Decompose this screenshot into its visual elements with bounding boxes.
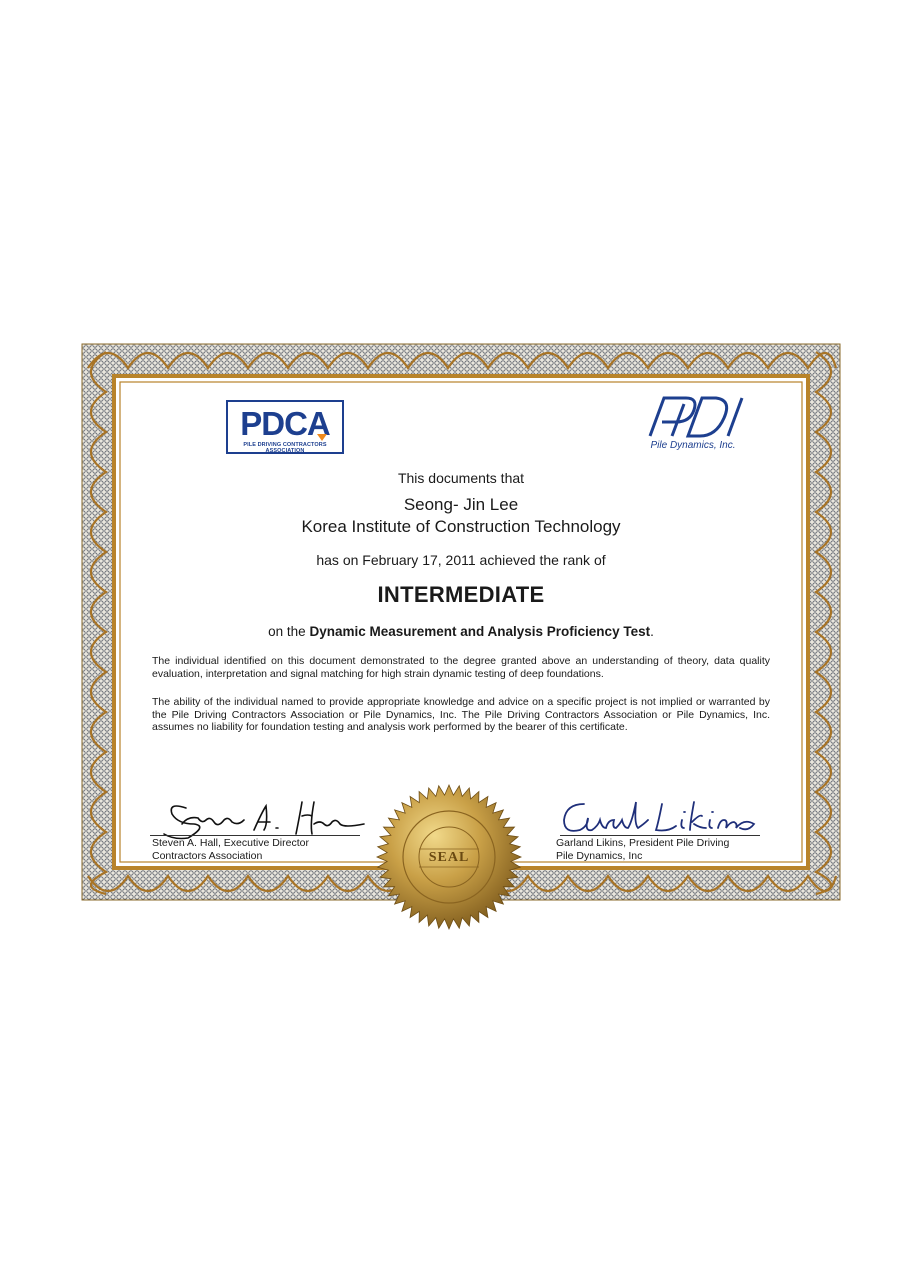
signer-right-title: Garland Likins, President Pile Driving (556, 837, 730, 849)
signer-right (556, 837, 729, 862)
recipient-organization: Korea Institute of Construction Technology (301, 517, 621, 536)
signature-line-right (560, 835, 760, 836)
pdca-logo-triangle-icon (317, 434, 327, 441)
signer-left (152, 837, 309, 862)
seal-label: SEAL (428, 850, 470, 865)
rank-title: INTERMEDIATE (377, 582, 545, 607)
pdca-logo (226, 400, 344, 454)
achievement-date-line: has on February 17, 2011 achieved the rank of (316, 552, 606, 568)
certificate (80, 342, 842, 902)
pdi-logo (628, 392, 746, 460)
paragraph-understanding: The individual identified on this document demonstrated to the degree granted above an understanding of theory, data quality evaluation, interpretation and signal matching for high strain dynamic testing of deep foundations. (152, 655, 770, 680)
pdca-logo-text: PDCA (240, 405, 330, 442)
paragraph-disclaimer: The ability of the individual named to provide appropriate knowledge and advice on a specific project is not implied or warranted by the Pile Driving Contractors Association or Pile Dynamics, Inc. The Pile Driving Contractors Association or Pile Dynamics, Inc. assumes no liability for foundation testing and analysis work performed by the bearer of this certificate. (152, 696, 770, 733)
test-prefix: on the (268, 624, 310, 639)
test-suffix: . (650, 624, 654, 639)
signer-left-org: Contractors Association (152, 849, 263, 862)
pdca-logo-subtitle: PILE DRIVING CONTRACTORS ASSOCIATION (243, 442, 327, 454)
signer-right-org: Pile Dynamics, Inc (556, 849, 643, 862)
pdi-logo-mark-icon (628, 392, 746, 442)
signature-line-left (150, 835, 360, 836)
pdi-logo-caption: Pile Dynamics, Inc. (650, 440, 736, 451)
signer-left-title: Steven A. Hall, Executive Director (152, 837, 309, 849)
test-name: Dynamic Measurement and Analysis Proficiency Test (309, 624, 651, 639)
intro-text: This documents that (397, 470, 525, 486)
recipient-name: Seong- Jin Lee (403, 495, 519, 514)
test-line (140, 624, 782, 639)
signature-garland-likins (558, 794, 768, 840)
certificate-content (80, 342, 842, 902)
